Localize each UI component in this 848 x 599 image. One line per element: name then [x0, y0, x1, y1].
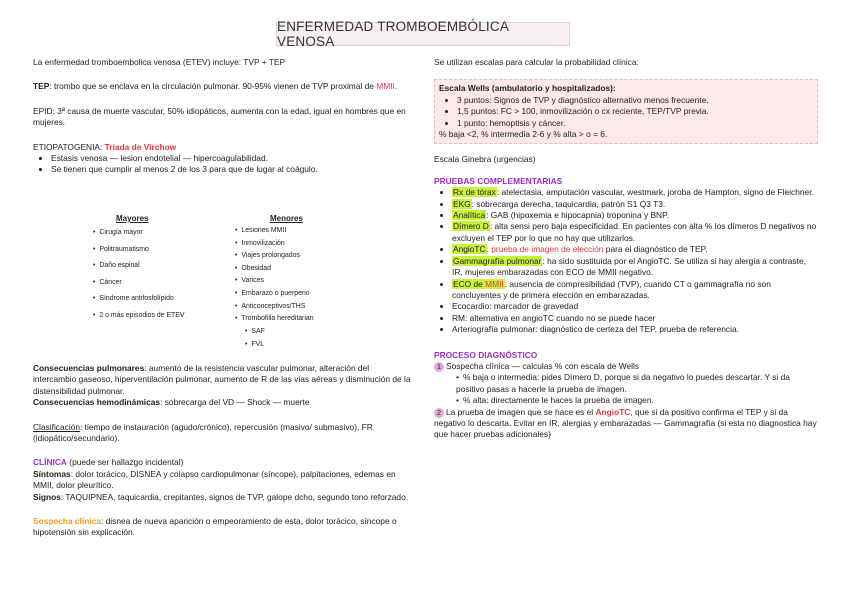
list-item: • Embarazo o puerperio: [235, 288, 314, 301]
list-item: • 2 o más episodios de ETEV: [93, 308, 184, 325]
step-number-badge: 2: [434, 408, 444, 418]
list-item: • 1 punto: hemoptisis y cáncer.: [457, 118, 813, 129]
escalas-intro: Se utilizan escalas para calcular la probabilidad clínica:: [434, 57, 639, 67]
consecuencias-pulmonares: Consecuencias pulmonares: aumento de la resistencia vascular pulmonar, alteración del intercambio gaseoso, hiperventilación pulmonar, aumento de R de las vias aéreas y disminución de la distensibilidad pulmonar.: [33, 363, 411, 396]
list-item: • RM: alternativa en angioTC cuando no se puede hacer: [452, 313, 818, 324]
wells-summary: % baja <2, % intermedia 2-6 y % alta > o = 6.: [439, 129, 608, 140]
sintomas: Síntomas: dolor torácico, DISNEA y colapso cardiopulmonar (síncope), palpitaciones, edemas en MMII, dolor pleurítico.: [33, 468, 396, 491]
ginebra: Escala Ginebra (urgencias): [434, 154, 536, 165]
list-item: • Ecocardio: marcador de gravedad: [452, 301, 818, 312]
list-item: • Síndrome antifosfolípido: [93, 291, 184, 308]
list-item: • 1,5 puntos: FC > 100, inmovilización o cx reciente, TEP/TVP previa.: [457, 106, 813, 117]
tep-text: : trombo que se enclava en la circulación pulmonar. 90-95% vienen de TVP proximal de: [49, 81, 377, 92]
wells-title: Escala Wells (ambulatorio y hospitalizados):: [439, 83, 616, 94]
paso-1-list: [434, 372, 818, 406]
list-item: • Rx de tórax: atelectasia, amputación vascular, westmark, joroba de Hampton, signo de Fleichner.: [452, 187, 818, 198]
wells-list: [439, 95, 813, 129]
menores-sub-list: [238, 326, 265, 351]
etiopatogenia-list: [33, 153, 411, 176]
sospecha-clinica: Sospecha clínica: disnea de nueva aparición o empeoramiento de esta, dolor torácico, síncope o hipotensión sin explicación.: [33, 516, 397, 538]
tep-mmii: MMII: [376, 81, 395, 92]
list-item: • Cáncer: [93, 275, 184, 292]
pruebas-title: PRUEBAS COMPLEMENTARIAS: [434, 175, 563, 186]
right-column: [434, 57, 818, 441]
list-item: • % alta: directamente le haces la prueba de imagen.: [456, 395, 818, 406]
left-column-lower: [33, 363, 411, 539]
left-column: [33, 57, 411, 176]
list-item: • Estasis venosa — lesion endotelial — hipercoagulabilidad.: [51, 153, 411, 164]
mayores-list: [86, 225, 184, 324]
list-item: • Arteriografía pulmonar: diagnóstico de certeza del TEP, prueba de referencia.: [452, 324, 818, 335]
paso-1: 1 Sospecha clínica — calculas % con escala de Wells: [434, 361, 818, 372]
list-item: • Cirugía mayor: [93, 225, 184, 242]
page-title: ENFERMEDAD TROMBOEMBÓLICA VENOSA: [276, 22, 570, 46]
list-item: • Daño espinal: [93, 258, 184, 275]
list-item: • ECO de MMII: ausencia de compresibilidad (TVP), cuando CT o gammagrafía no son concluyentes y de primera elección en embarazadas.: [452, 279, 818, 302]
list-item: • Lesiones MMII: [235, 225, 314, 238]
list-item: • Anticonceptivos/THS: [235, 301, 314, 314]
list-item: • % baja o intermedia: pides Dímero D, porque si da negativo lo puedes descartar. Y si da positivo pasas a hacerle la prueba de imagen.: [456, 372, 818, 395]
list-item: • Dímero D: alta sensi pero baja especificidad. En pacientes con alta % los dímeros D negativos no excluyen el TEP por lo que no hay que utilizarlos.: [452, 221, 818, 244]
list-item: • Varices: [235, 275, 314, 288]
wells-box: [434, 79, 818, 144]
proceso-title: PROCESO DIAGNÓSTICO: [434, 349, 538, 360]
menores-title: Menores: [270, 214, 303, 223]
list-item: • Trombofilia hereditarian: [235, 313, 314, 326]
paso-2: 2 La prueba de imagen que se hace es el AngioTC, que si da positivo confirma el TEP y si da negativo lo descarta. Evitar en IR, alergias y embarazadas — Gammagrafía (si esta no diagnostica hay que hacer pruebas adicionales): [434, 406, 817, 440]
list-item: • Inmovilización: [235, 238, 314, 251]
list-item: • AngioTC: prueba de imagen de elección para el diagnóstico de TEP.: [452, 244, 818, 255]
list-item: • Politraumatismo: [93, 242, 184, 259]
list-item: • Obesidad: [235, 263, 314, 276]
pruebas-list: [434, 187, 818, 335]
menores-list: [228, 225, 314, 326]
list-item: • Se tienen que cumplir al menos 2 de los 3 para que de lugar al coágulo.: [51, 164, 411, 175]
list-item: • Viajes prolongados: [235, 250, 314, 263]
list-item: • 3 puntos: Signos de TVP y diagnóstico alternativo menos frecuente.: [457, 95, 813, 106]
virchow-label: Triada de Virchow: [104, 141, 177, 152]
list-item: • Analítica: GAB (hipoxemia e hipocapnia) troponina y BNP.: [452, 210, 818, 221]
intro-text: La enfermedad tromboembolica venosa (ETEV) incluye: TVP + TEP: [33, 57, 286, 67]
list-item: • FVL: [245, 339, 265, 352]
clasificacion: Clasificación: tiempo de instauración (agudo/crónico), repercusión (masivo/ submasivo), FR (idiopático/secundario).: [33, 421, 373, 444]
risk-factors: [86, 213, 366, 353]
list-item: • Gammagrafía pulmonar: ha sido sustituida por el AngioTC. Se utiliza si hay alergia a contraste, IR, mujeres embarazadas con ECO de MMII negativo.: [452, 256, 818, 279]
tep-paragraph: TEP: trombo que se enclava en la circulación pulmonar. 90-95% vienen de TVP proximal de MMII.: [33, 81, 398, 92]
mayores-title: Mayores: [116, 214, 149, 223]
clinica-heading: CLÍNICA (puede ser hallazgo incidental): [33, 457, 184, 468]
step-number-badge: 1: [434, 362, 444, 372]
signos: Signos: TAQUIPNEA, taquicardia, crepitantes, signos de TVP, galope dcho, segundo tono reforzado.: [33, 491, 409, 502]
list-item: • EKG: sobrecarga derecha, taquicardia, patrón S1 Q3 T3.: [452, 199, 818, 210]
tep-label: TEP: [33, 81, 50, 92]
epid-paragraph: EPID: 3ª causa de muerte vascular, 50% idiopáticos, aumenta con la edad, igual en hombres que en mujeres.: [33, 105, 406, 128]
consecuencias-hemodinamicas: Consecuencias hemodinámicas: sobrecarga del VD — Shock — muerte: [33, 397, 310, 408]
list-item: • SAF: [245, 326, 265, 339]
etiopatogenia-heading: ETIOPATOGENIA: Triada de Virchow: [33, 141, 177, 152]
